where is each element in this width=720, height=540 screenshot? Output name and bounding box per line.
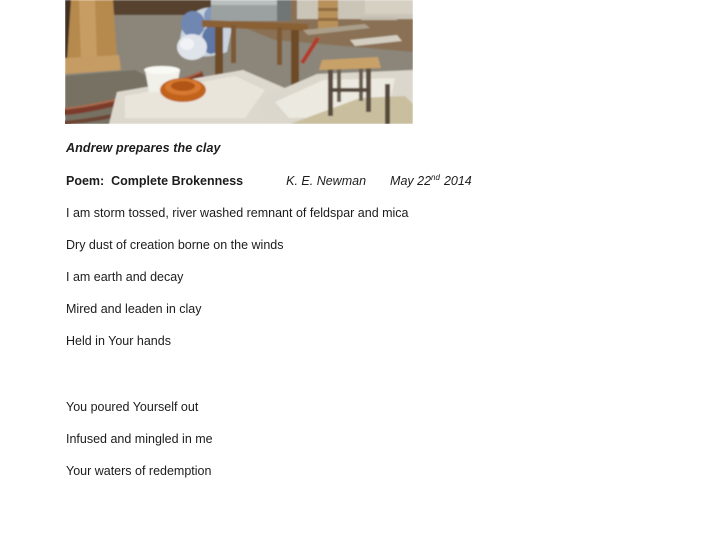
poem-line: I am storm tossed, river washed remnant of feldspar and mica [66,206,409,220]
poem-line: Dry dust of creation borne on the winds [66,238,284,252]
photo-clay-preparation [65,0,413,124]
poem-line: Held in Your hands [66,334,171,348]
poem-line: Your waters of redemption [66,464,212,478]
poem-author: K. E. Newman [286,174,367,188]
poem-title: Poem: Complete Brokenness [66,174,244,188]
poem-date-ordinal: nd [431,172,440,182]
poem-line: You poured Yourself out [66,400,199,414]
poem-title-line [66,174,472,189]
poem-date-year: 2014 [443,174,472,188]
poem-line: Mired and leaden in clay [66,302,202,316]
poem-line: Infused and mingled in me [66,432,213,446]
photo-caption: Andrew prepares the clay [66,141,221,155]
poem-date-main: May 22 [390,174,432,188]
poem-line: I am earth and decay [66,270,184,284]
poem-date [390,174,472,188]
clay-workshop-photo-illustration [65,0,413,124]
